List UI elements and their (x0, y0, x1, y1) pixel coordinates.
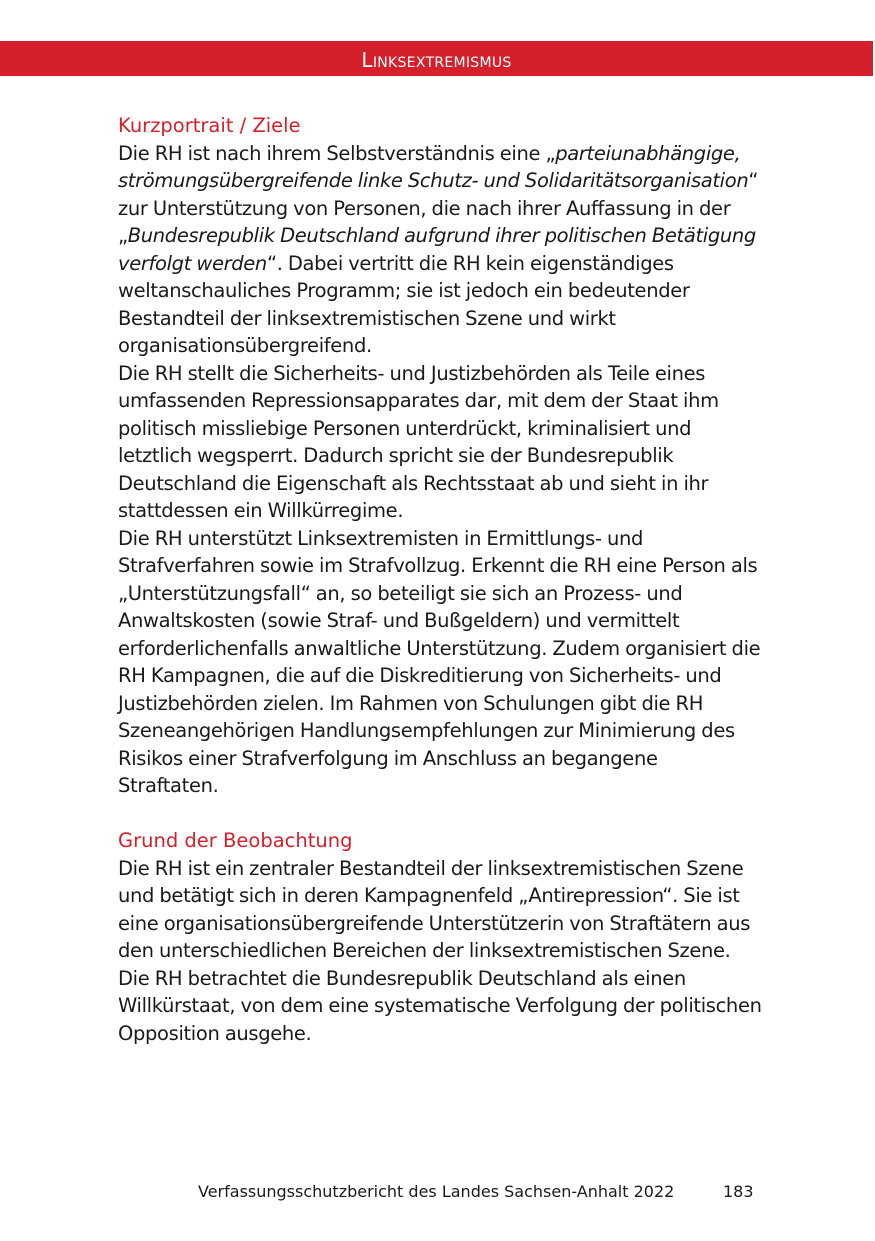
footer-publication-title: Verfassungsschutzbericht des Landes Sachsen-Anhalt 2022 (198, 1182, 675, 1201)
italic-quote-text: parteiunabhängige, strömungsübergreifende linke Schutz- und Solidaritätsorganisation (118, 141, 749, 192)
paragraph (118, 855, 763, 1048)
main-content (118, 112, 763, 1047)
section-spacer (118, 800, 763, 828)
paragraph-text: Die RH stellt die Sicherheits- und Justizbehörden als Teile eines umfassenden Repressionsapparates dar, mit dem der Staat ihm politisch missliebige Personen unterdrückt, kriminalisiert und letztlich wegsperrt. Dadurch spricht sie der Bundesrepublik Deutschland die Eigenschaft als Rechtsstaat ab und sieht in ihr stattdessen ein Willkürregime. (118, 361, 719, 522)
paragraph-text: “ zur Unterstützung von Personen, die nach ihrer Auffassung in der „ (118, 169, 759, 247)
section-heading-kurzportrait: Kurzportrait / Ziele (118, 114, 301, 137)
chapter-header-bar (0, 41, 873, 76)
section-body-grund-der-beobachtung (118, 855, 763, 1048)
chapter-title: Linksextremismus (361, 48, 512, 72)
paragraph (118, 525, 763, 800)
page-number: 183 (723, 1182, 754, 1201)
italic-quote-text: Bundesrepublik Deutschland aufgrund ihrer politischen Betätigung verfolgt werden (118, 224, 756, 275)
section-heading-grund-der-beobachtung: Grund der Beobachtung (118, 829, 353, 852)
paragraph (118, 140, 763, 360)
paragraph (118, 360, 763, 525)
paragraph-text: Die RH ist ein zentraler Bestandteil der linksextremistischen Szene und betätigt sich in deren Kampagnenfeld „Antirepression“. Sie ist eine organisationsübergreifende Unterstützerin von Straftätern aus den unterschiedlichen Bereichen der linksextremistischen Szene. Die RH betrachtet die Bundesrepublik Deutschland als einen Willkürstaat, von dem eine systematische Verfolgung der politischen Opposition ausgehe. (118, 856, 762, 1045)
paragraph-text: “. Dabei vertritt die RH kein eigenständiges weltanschauliches Programm; sie ist jedoch ein bedeutender Bestandteil der linksextremistischen Szene und wirkt organisationsübergreifend. (118, 251, 690, 357)
paragraph-text: Die RH unterstützt Linksextremisten in Ermittlungs- und Strafverfahren sowie im Strafvollzug. Erkennt die RH eine Person als „Unterstützungsfall“ an, so beteiligt sie sich an Prozess- und Anwaltskosten (sowie Straf- und Bußgeldern) und vermittelt erforderlichenfalls anwaltliche Unterstützung. Zudem organisiert die RH Kampagnen, die auf die Diskreditierung von Sicherheits- und Justizbehörden zielen. Im Rahmen von Schulungen gibt die RH Szeneangehörigen Handlungsempfehlungen zur Minimierung des Risikos einer Strafverfolgung im Anschluss an begangene Straftaten. (118, 526, 761, 797)
section-body-kurzportrait (118, 140, 763, 800)
paragraph-text: Die RH ist nach ihrem Selbstverständnis eine „ (118, 141, 556, 165)
